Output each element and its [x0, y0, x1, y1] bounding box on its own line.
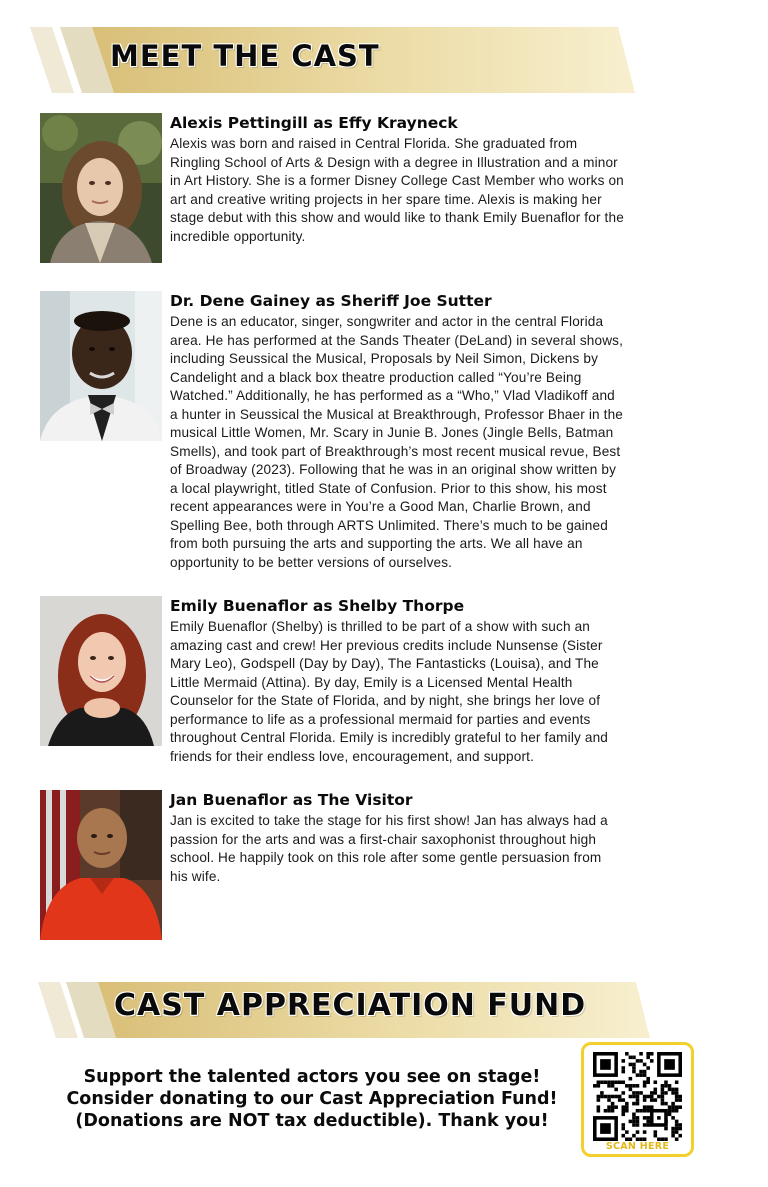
- bio-line: Watched.” Additionally, he has performed as a “Who,” Vlad Vladikoff and: [170, 388, 615, 403]
- cast-entry: [40, 291, 730, 581]
- cast-entry: [40, 596, 730, 771]
- appeal-line: Consider donating to our Cast Appreciation Fund!: [66, 1089, 558, 1109]
- cast-appreciation-fund-banner: [38, 982, 650, 1038]
- cast-text: [170, 790, 730, 886]
- cast-bio: [170, 135, 730, 246]
- qr-code-icon: [593, 1052, 682, 1141]
- bio-line: a local playwright, titled State of Confusion. Prior to this show, his most: [170, 480, 607, 496]
- bio-line: Dene is an educator, singer, songwriter and actor in the central Florida: [170, 314, 604, 329]
- cast-photo-alexis: [40, 113, 162, 263]
- bio-line: Candelight and a black box theatre production called “You’re Being: [170, 369, 582, 385]
- bio-line: his wife.: [170, 868, 221, 884]
- cast-photo-dene: [40, 291, 162, 441]
- cast-name: Emily Buenaflor as Shelby Thorpe: [170, 597, 465, 615]
- meet-the-cast-banner: [30, 27, 635, 93]
- bio-line: area. He has performed at the Sands Theater (DeLand) in several shows,: [170, 332, 624, 348]
- bio-line: friends for their endless love, encouragement, and support.: [170, 748, 535, 764]
- cast-photo-jan: [40, 790, 162, 940]
- scan-here-label: SCAN HERE: [605, 1141, 670, 1152]
- cast-text: [170, 291, 730, 572]
- cast-name: Alexis Pettingill as Effy Krayneck: [170, 114, 458, 132]
- cast-bio: [170, 618, 730, 766]
- bio-line: school. He happily took on this role after some gentle persuasion from: [170, 850, 602, 865]
- bio-line: Ringling School of Arts & Design with a degree in Illustration and a minor: [170, 154, 618, 170]
- appeal-line: Support the talented actors you see on stage!: [83, 1067, 541, 1087]
- cast-name: Jan Buenaflor as The Visitor: [170, 791, 413, 809]
- cast-entry: [40, 790, 730, 942]
- bio-line: Mary Leo), Godspell (Day by Day), The Fantasticks (Louisa), and The: [170, 656, 599, 671]
- bio-line: Counselor for the State of Florida, and by night, she brings her love of: [170, 693, 601, 708]
- bio-line: Emily Buenaflor (Shelby) is thrilled to be part of a show with such an: [170, 619, 591, 634]
- bio-line: a hunter in Seussical the Musical at Breakthrough, Professor Bhaer in the: [170, 406, 623, 422]
- bio-line: art and creative writing projects in her spare time. Alexis is making her: [170, 191, 602, 207]
- cast-entry: [40, 113, 730, 268]
- bio-line: opportunity to be better versions of ourselves.: [170, 554, 453, 570]
- bio-line: musical Little Women, Mr. Scary in Junie B. Jones (Jingle Bells, Batman: [170, 425, 614, 440]
- cast-bio: [170, 313, 730, 572]
- cast-text: [170, 596, 730, 766]
- bio-line: Jan is excited to take the stage for his first show! Jan has always had a: [170, 813, 608, 828]
- bio-line: Little Mermaid (Attina). By day, Emily is a Licensed Mental Health: [170, 674, 573, 690]
- bio-line: including Seussical the Musical, Proposals by Neil Simon, Dickens by: [170, 351, 599, 366]
- bio-line: in Art History. She is a former Disney College Cast Member who works on: [170, 173, 624, 188]
- bio-line: passion for the arts and was a first-chair saxophonist throughout high: [170, 831, 597, 847]
- bio-line: of Broadway (2023). Following that he was in an original show written by: [170, 462, 617, 477]
- bio-line: throughout Central Florida. Emily is incredibly grateful to her family and: [170, 730, 608, 745]
- cast-text: [170, 113, 730, 246]
- cast-name: Dr. Dene Gainey as Sheriff Joe Sutter: [170, 292, 492, 310]
- bio-line: performance to life as a professional mermaid for parties and events: [170, 711, 591, 727]
- cast-bio: [170, 812, 730, 886]
- donation-qr-code[interactable]: [581, 1042, 694, 1157]
- bio-line: amazing cast and crew! Her previous credits include Nunsense (Sister: [170, 637, 603, 653]
- page-title: MEET THE CAST: [110, 39, 380, 73]
- bio-line: incredible opportunity.: [170, 228, 306, 244]
- fund-title: CAST APPRECIATION FUND: [114, 988, 587, 1023]
- cast-photo-emily: [40, 596, 162, 746]
- bio-line: from both pursuing the arts and supporting the arts. We all have an: [170, 536, 583, 551]
- appeal-line: (Donations are NOT tax deductible). Thank you!: [75, 1111, 549, 1131]
- donation-appeal: [52, 1066, 572, 1132]
- bio-line: recent appearances were in You’re a Good Man, Charlie Brown, and: [170, 499, 591, 514]
- bio-line: Smells), and took part of Breakthrough’s most recent musical revue, Best: [170, 443, 621, 459]
- bio-line: Alexis was born and raised in Central Florida. She graduated from: [170, 136, 578, 151]
- bio-line: stage debut with this show and would like to thank Emily Buenaflor for the: [170, 210, 624, 225]
- bio-line: Spelling Bee, both through ARTS Unlimited. There’s much to be gained: [170, 517, 608, 533]
